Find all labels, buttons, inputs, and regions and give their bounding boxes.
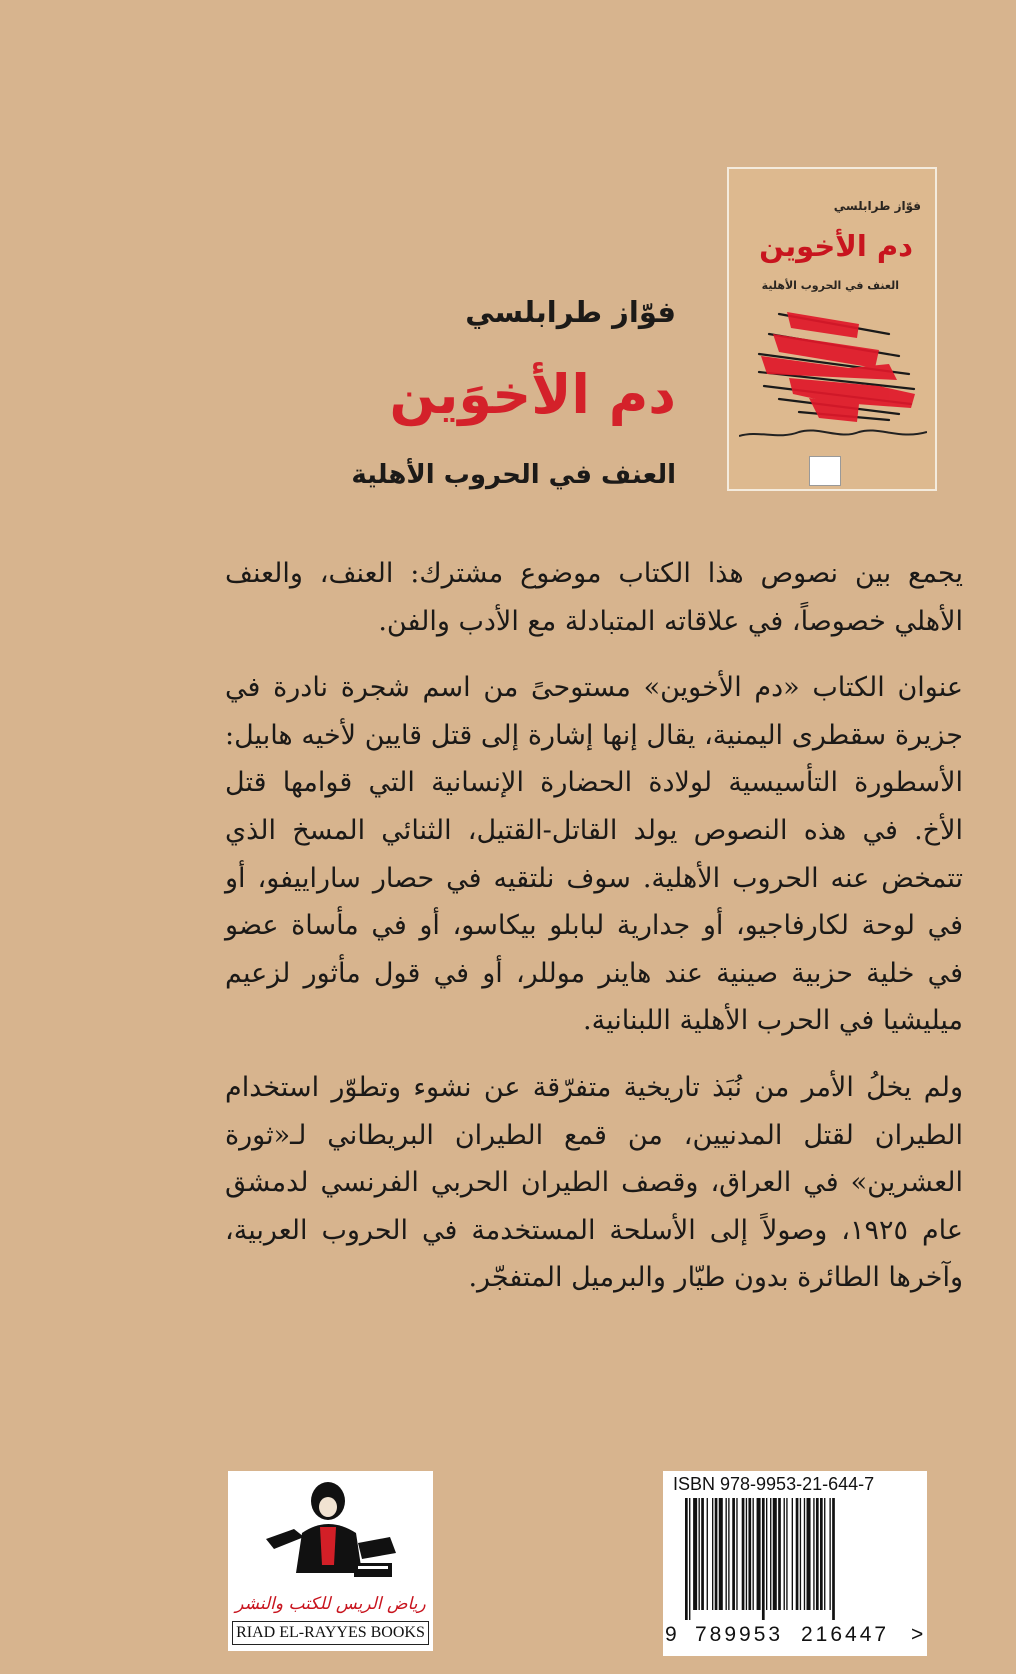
barcode-icon [685,1498,903,1620]
barcode-bar [816,1498,819,1610]
barcode-digit-prefix: 9 [665,1623,677,1646]
barcode-bar [712,1498,713,1610]
thumbnail-author: فوّاز طرابلسي [833,199,921,213]
barcode-bar [742,1498,745,1610]
blurb-text [225,550,963,1321]
red-brushstroke-illustration [739,294,927,454]
barcode-bar [800,1498,801,1610]
barcode-bar [813,1498,814,1610]
barcode-bar [829,1498,830,1610]
thumbnail-title: دم الأخوين [759,229,913,263]
barcode-bar [753,1498,754,1610]
blurb-paragraph: ولم يخلُ الأمر من نُبَذ تاريخية متفرّقة عن نشوء وتطوّر استخدام الطيران لقتل المدنيين، من قمع الطيران البريطاني لـ«ثورة العشرين» في العراق، وقصف الطيران الحربي الفرنسي لدمشق عام ١٩٢٥، وصولاً إلى الأسلحة المستخدمة في الحروب العربية، وآخرها الطائرة بدون طيّار والبرميل المتفجّر. [225,1071,963,1294]
barcode-bar [766,1498,767,1610]
barcode-bar [757,1498,761,1610]
barcode-bar [792,1498,793,1610]
isbn-barcode-block [663,1471,927,1656]
barcode-bar [693,1498,697,1610]
author-name: فوّاز طرابلسي [465,295,676,329]
barcode-digits-right: 216447 [801,1623,890,1646]
publisher-logo [228,1471,433,1651]
barcode-bar [746,1498,747,1610]
barcode-bar [824,1498,825,1610]
barcode-bar [748,1498,751,1610]
barcode-bar [807,1498,811,1610]
barcode-bar [736,1498,737,1610]
barcode-bar [719,1498,723,1610]
publisher-figure-icon [258,1479,403,1587]
barcode-quiet-marker: > [911,1623,924,1646]
barcode-digits [663,1623,927,1651]
barcode-bar [796,1498,799,1610]
barcode-bar [728,1498,729,1610]
barcode-bar [784,1498,785,1610]
barcode-bar [701,1498,704,1610]
thumbnail-subtitle: العنف في الحروب الأهلية [761,279,899,292]
barcode-bar [786,1498,787,1610]
barcode-bar [770,1498,771,1610]
book-subtitle: العنف في الحروب الأهلية [351,460,676,490]
book-title: دم الأخوَين [389,363,676,426]
barcode-bar [726,1498,727,1610]
barcode-bar [689,1498,690,1620]
barcode-bar [732,1498,735,1610]
barcode-bar [715,1498,718,1610]
barcode-bar [773,1498,777,1610]
blurb-paragraph: عنوان الكتاب «دم الأخوين» مستوحىً من اسم شجرة نادرة في جزيرة سقطرى اليمنية، يقال إنها إشارة إلى قتل قايين لأخيه هابيل: الأسطورة التأسيسية لولادة الحضارة الإنسانية التي قوامها قتل الأخ. في هذه النصوص يولد القاتل-القتيل، الثنائي المسخ الذي تتمخض عنه الحروب الأهلية. سوف نلتقيه في حصار ساراييفو، أو في لوحة لكارفاجيو، أو جدارية لبابلو بيكاسو، أو في مأساة عضو في خلية حزبية صينية عند هاينر موللر، أو في قول مأثور لزعيم ميليشيا في الحرب الأهلية اللبنانية. [225,672,963,1037]
barcode-bar [778,1498,781,1610]
publisher-name-arabic: رياض الريس للكتب والنشر [235,1594,426,1614]
publisher-name-english: RIAD EL-RAYYES BOOKS [232,1621,429,1645]
barcode-bar [832,1498,835,1620]
barcode-bar [707,1498,708,1610]
isbn-label: ISBN 978-9953-21-644-7 [673,1474,875,1494]
barcode-bar [685,1498,688,1620]
front-cover-thumbnail [727,167,937,491]
barcode-digits-left: 789953 [695,1623,784,1646]
barcode-bar [804,1498,805,1610]
barcode-bar [762,1498,765,1620]
barcode-bar [699,1498,700,1610]
thumbnail-publisher-logo [809,456,841,486]
blurb-paragraph: يجمع بين نصوص هذا الكتاب موضوع مشترك: العنف، والعنف الأهلي خصوصاً، في علاقاته المتبادلة مع الأدب والفن. [225,558,963,637]
barcode-bar [820,1498,823,1610]
